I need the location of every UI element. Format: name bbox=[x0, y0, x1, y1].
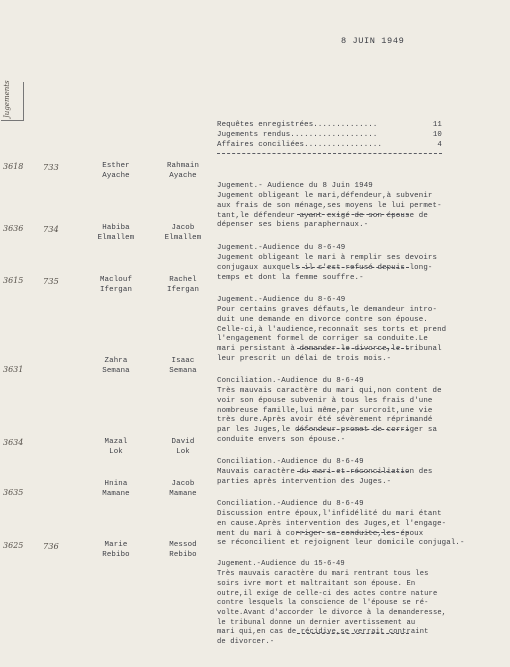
entry-text: Conciliation.-Audience du 8-6-49 Discussion entre époux,l'infidélité du mari étant en cause.Après intervention des Juges,et l'engage- ment du mari à corriger sa conduite,les époux se réconcilient et rejoignent leur domicile conjugal.- bbox=[217, 499, 465, 548]
stat-label: Requêtes enregistrées bbox=[217, 121, 314, 129]
stats-separator bbox=[217, 153, 442, 154]
defendant-name: Rachel Ifergan bbox=[166, 276, 200, 294]
plaintiff-name: Maclouf Ifergan bbox=[99, 276, 133, 294]
entry-number: 736 bbox=[43, 541, 59, 551]
margin-reference: 3635 bbox=[3, 488, 24, 497]
document-date: 8 JUIN 1949 bbox=[341, 36, 405, 46]
entry-text: Jugement.- Audience du 8 Juin 1949 Jugement obligeant le mari,défendeur,à subvenir aux frais de son ménage,ses moyens le lui permet- tant,le défendeur ayant exigé de son épouse de dépenser ses biens paraphernaux.- bbox=[217, 181, 442, 230]
plaintiff-name: Zahra Semana bbox=[102, 357, 130, 375]
defendant-name: Messod Rebibo bbox=[169, 541, 197, 559]
entry-text: Jugement.-Audience du 15-6-49 Très mauvais caractère du mari rentrant tous les soirs ivre mort et maltraitant son épouse. En outre,il exige de celle-ci des actes contre nature contre lesquels la conscience de l'épouse se ré- volte.Avant d'accorder le divorce à la demanderesse, le tribunal donne un dernier avertissement au mari qui,en cas de récidive,se verrait contraint de divorcer.- bbox=[217, 560, 447, 647]
entry-separator bbox=[297, 214, 409, 215]
stat-value: 11 bbox=[432, 121, 442, 129]
statistics-block bbox=[217, 121, 442, 154]
plaintiff-name: Mazal Lok bbox=[104, 438, 128, 456]
stat-row bbox=[217, 141, 442, 151]
entry-separator bbox=[297, 267, 409, 268]
stat-row bbox=[217, 121, 442, 131]
plaintiff-name: Hnina Mamane bbox=[102, 480, 130, 498]
plaintiff-name: Marie Rebibo bbox=[102, 541, 130, 559]
stat-row bbox=[217, 131, 442, 141]
stat-dots: .............. bbox=[313, 121, 378, 129]
plaintiff-name: Esther Ayache bbox=[102, 162, 130, 180]
margin-reference: 3631 bbox=[3, 365, 24, 374]
entry-number: 733 bbox=[43, 162, 59, 172]
stat-label: Jugements rendus bbox=[217, 130, 291, 139]
margin-reference: 3625 bbox=[3, 541, 24, 550]
entry-separator bbox=[297, 348, 409, 349]
entry-separator bbox=[297, 532, 409, 533]
entry-text: Jugement.-Audience du 8-6-49 Pour certains graves défauts,le demandeur intro- duit une demande en divorce contre son épouse. Celle-ci,à l'audience,reconnaît ses torts et prend l'engagement formel de corriger sa conduite.Le mari persistant à demander le divorce,le tribunal leur prescrit un délai de trois mois.- bbox=[217, 295, 447, 364]
entry-separator bbox=[297, 471, 409, 472]
stat-label: Affaires conciliées bbox=[217, 140, 305, 149]
defendant-name: Isaac Semana bbox=[169, 357, 197, 375]
margin-reference: 3636 bbox=[3, 224, 24, 233]
defendant-name: Jacob Elmallem bbox=[164, 224, 202, 242]
entry-text: Jugement.-Audience du 8-6-49 Jugement obligeant le mari à remplir ses devoirs conjugaux auxquels il s'est refusé depuis long- temps et dont la femme souffre.- bbox=[217, 243, 438, 282]
defendant-name: David Lok bbox=[171, 438, 195, 456]
margin-reference: 3615 bbox=[3, 276, 24, 285]
entry-separator bbox=[297, 633, 409, 634]
plaintiff-name: Habiba Elmallem bbox=[97, 224, 135, 242]
margin-note: Jugements bbox=[3, 80, 11, 118]
entry-text: Conciliation.-Audience du 8-6-49 Très mauvais caractère du mari qui,non content de voir son épouse subvenir à tous les frais d'une nombreuse famille,lui même,par surcroît,une vie très dure.Après avoir été sévèrement réprimandé par les Juges,le défendeur promet de corriger sa conduite envers son épouse.- bbox=[217, 376, 442, 445]
entry-text: Conciliation.-Audience du 8-6-49 Mauvais caractère du mari et réconciliation des parties après intervention des Juges.- bbox=[217, 457, 433, 486]
defendant-name: Jacob Mamane bbox=[169, 480, 197, 498]
stat-dots: ................. bbox=[304, 140, 383, 149]
stat-value: 4 bbox=[437, 140, 442, 149]
margin-reference: 3634 bbox=[3, 438, 24, 447]
margin-reference: 3618 bbox=[3, 162, 24, 171]
stat-value: 10 bbox=[432, 130, 442, 139]
defendant-name: Rahmain Ayache bbox=[166, 162, 200, 180]
entry-number: 734 bbox=[43, 224, 59, 234]
entry-number: 735 bbox=[43, 276, 59, 286]
stat-dots: ................... bbox=[290, 130, 378, 139]
entry-separator bbox=[297, 429, 409, 430]
